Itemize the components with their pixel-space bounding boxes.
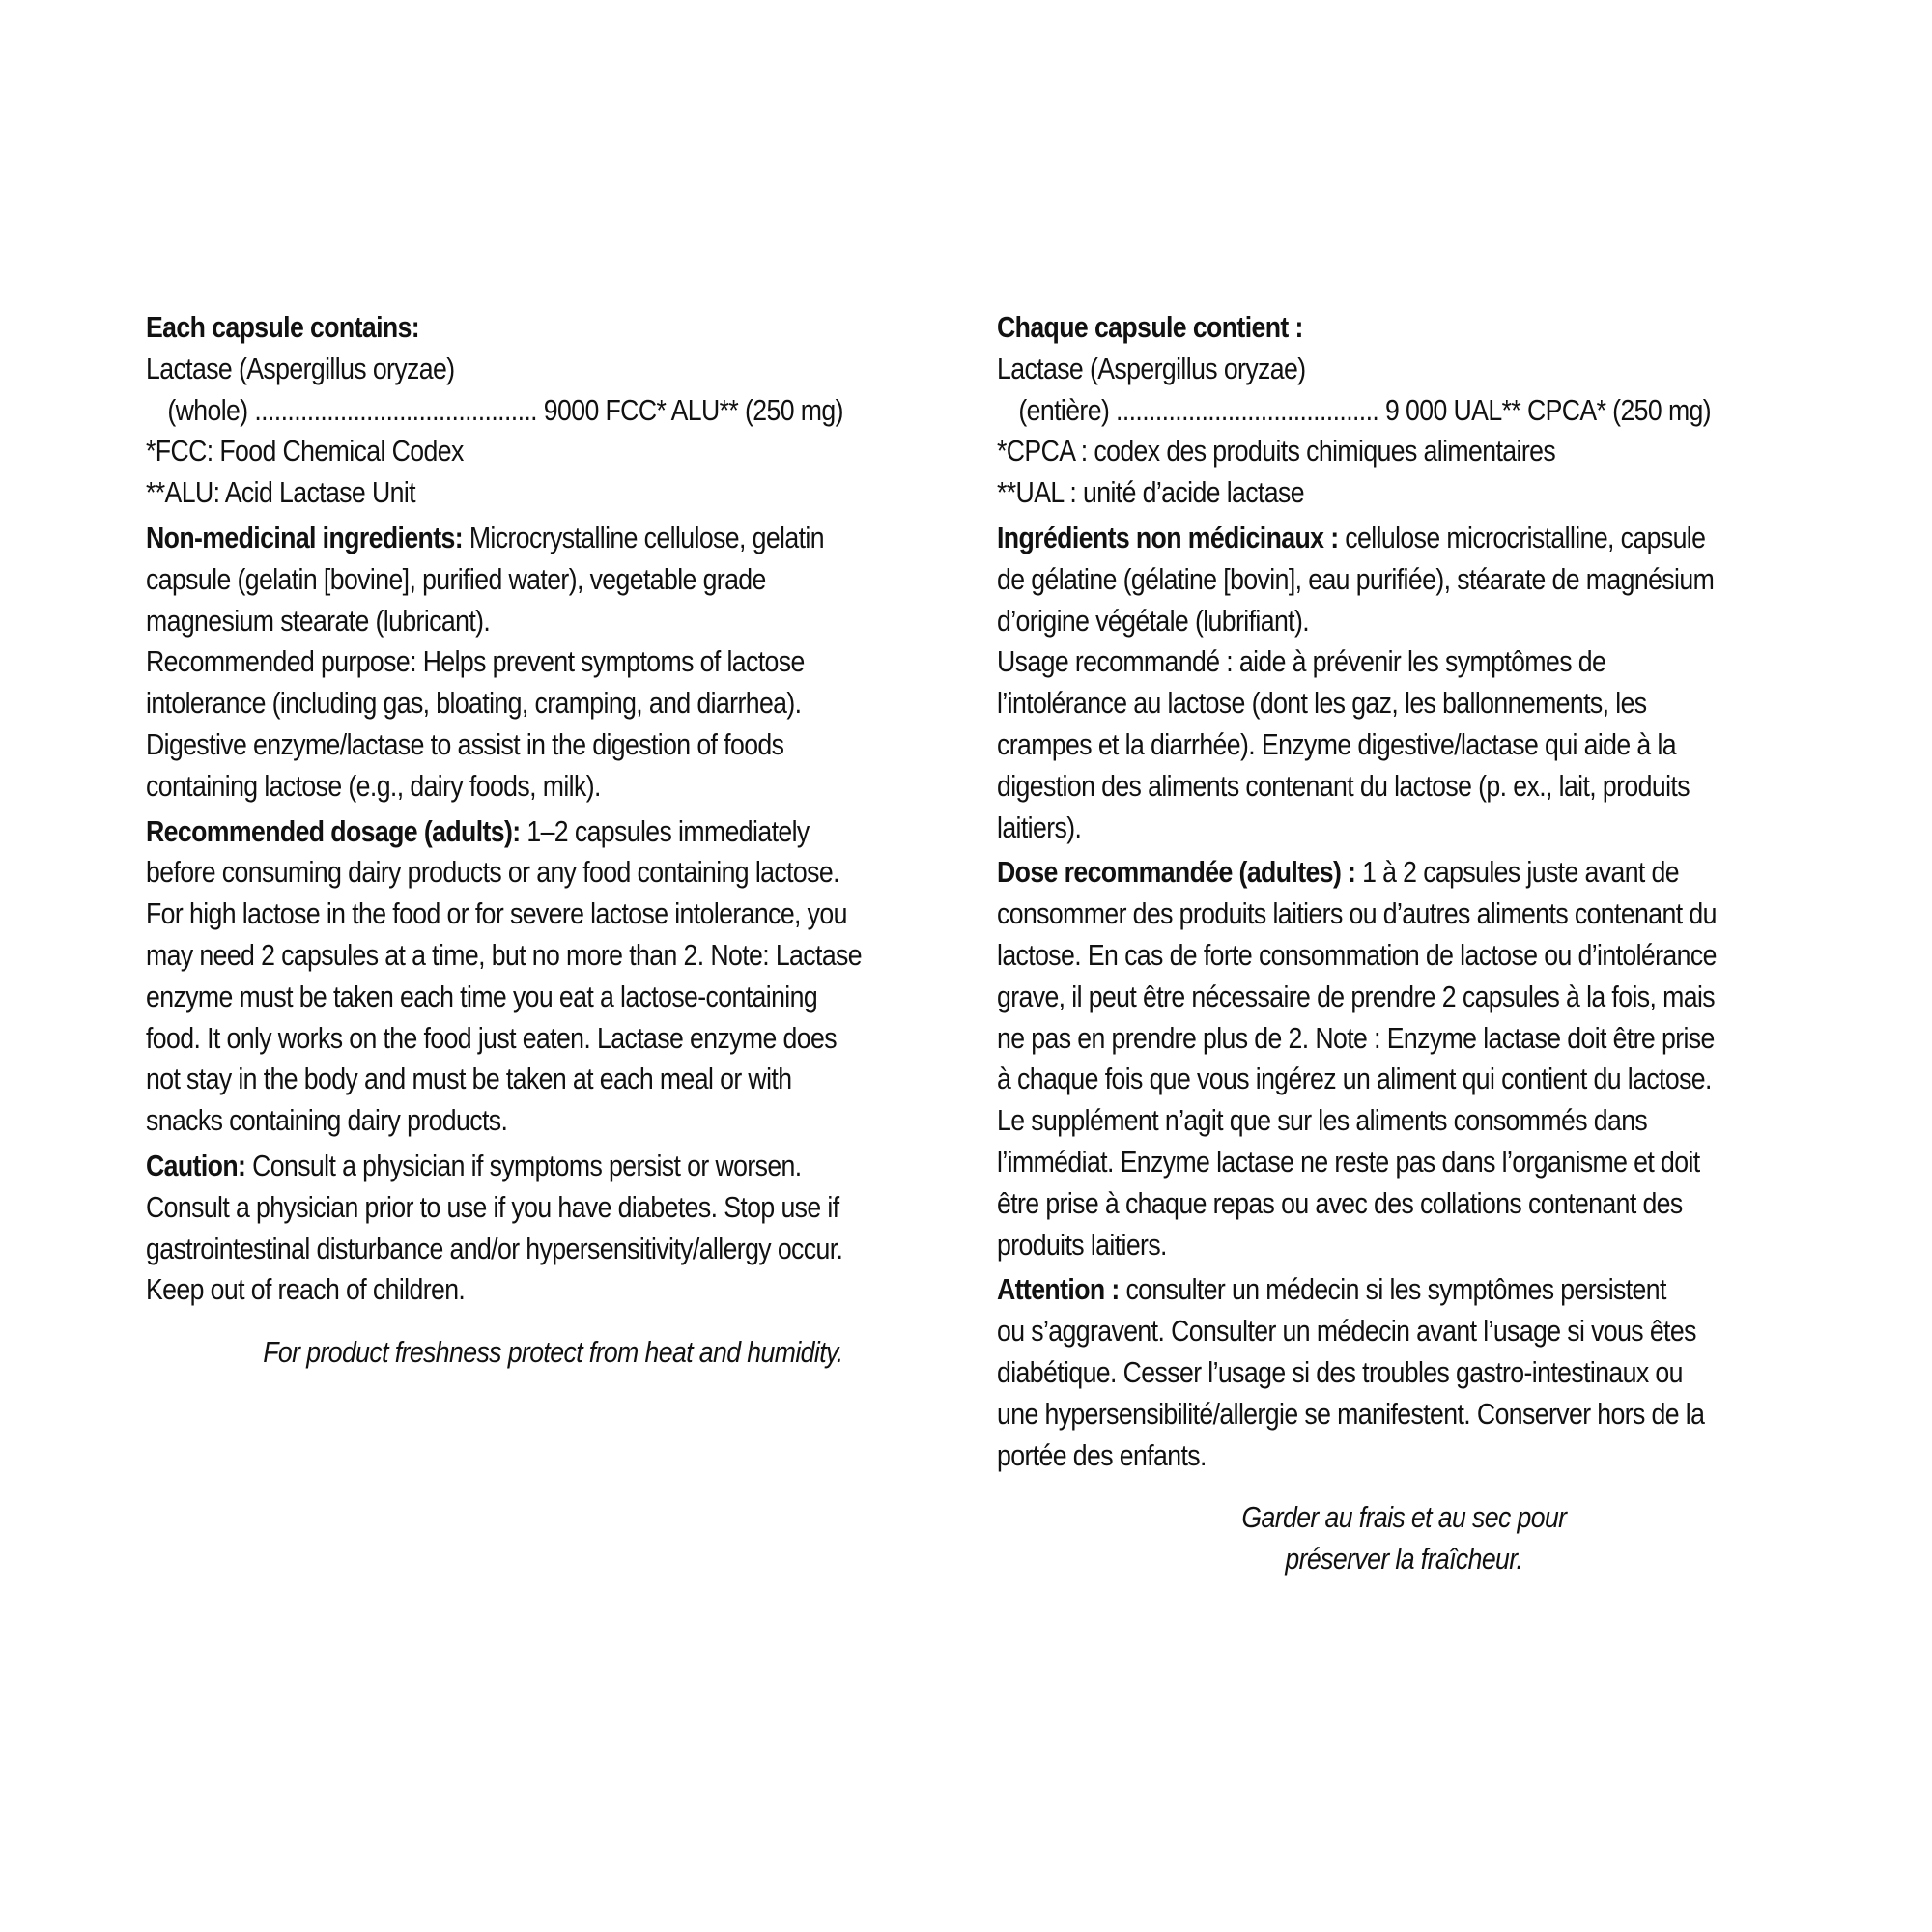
caution-line: portée des enfants. [997, 1437, 1207, 1472]
dosage-line: être prise à chaque repas ou avec des collations contenant des [997, 1185, 1683, 1220]
dosage-line: may need 2 capsules at a time, but no more than 2. Note: Lactase [146, 937, 862, 972]
contains-heading: Each capsule contains: [146, 310, 420, 344]
caution-line: gastrointestinal disturbance and/or hypersensitivity/allergy occur. [146, 1231, 843, 1265]
alu-note: **UAL : unité d’acide lactase [997, 475, 1304, 510]
freshness-line: Garder au frais et au sec pour [1241, 1500, 1567, 1535]
dosage-line: enzyme must be taken each time you eat a lactose-containing [146, 979, 818, 1013]
dosage-text: 1 à 2 capsules juste avant de [1355, 855, 1679, 890]
nonmedicinal-line: magnesium stearate (lubricant). [146, 603, 491, 638]
purpose-line: containing lactose (e.g., dairy foods, milk). [146, 768, 601, 803]
dosage-text: 1–2 capsules immediately [520, 813, 810, 848]
purpose-section [146, 641, 960, 807]
nonmedicinal-line: capsule (gelatin [bovine], purified water), vegetable grade [146, 561, 766, 596]
dosage-line: ne pas en prendre plus de 2. Note : Enzyme lactase doit être prise [997, 1020, 1715, 1055]
purpose-line: intolerance (including gas, bloating, cramping, and diarrhea). [146, 686, 802, 721]
nonmedicinal-line: de gélatine (gélatine [bovin], eau purifiée), stéarate de magnésium [997, 561, 1715, 596]
dosage-line: produits laitiers. [997, 1227, 1167, 1262]
purpose-line: Digestive enzyme/lactase to assist in the digestion of foods [146, 726, 784, 761]
caution-text: consulter un médecin si les symptômes persistent [1119, 1272, 1666, 1307]
dosage-line: For high lactose in the food or for severe lactose intolerance, you [146, 896, 847, 931]
nonmedicinal-line: d’origine végétale (lubrifiant). [997, 603, 1310, 638]
contains-ingredient: Lactase (Aspergillus oryzae) [997, 351, 1306, 385]
freshness-note [146, 1332, 960, 1374]
caution-line: ou s’aggravent. Consulter un médecin avant l’usage si vous êtes [997, 1314, 1696, 1349]
purpose-line: Recommended purpose: Helps prevent symptoms of lactose [146, 644, 805, 679]
caution-line: diabétique. Cesser l’usage si des troubles gastro-intestinaux ou [997, 1354, 1683, 1389]
purpose-section [997, 641, 1811, 848]
nonmedicinal-label: Ingrédients non médicinaux : [997, 520, 1339, 554]
caution-line [146, 1146, 960, 1187]
dosage-line: before consuming dairy products or any food containing lactose. [146, 855, 839, 890]
dosage-line: consommer des produits laitiers ou d’autres aliments contenant du [997, 896, 1717, 931]
freshness-note [997, 1497, 1811, 1580]
dosage-line: food. It only works on the food just eaten. Lactase enzyme does [146, 1020, 837, 1055]
dosage-line: l’immédiat. Enzyme lactase ne reste pas dans l’organisme et doit [997, 1144, 1700, 1179]
caution-line: Consult a physician prior to use if you have diabetes. Stop use if [146, 1189, 839, 1224]
purpose-line: Usage recommandé : aide à prévenir les symptômes de [997, 644, 1606, 679]
nonmedicinal-section [146, 518, 960, 641]
nonmedicinal-text: Microcrystalline cellulose, gelatin [463, 520, 824, 554]
contains-heading: Chaque capsule contient : [997, 310, 1303, 344]
dosage-line: à chaque fois que vous ingérez un aliment qui contient du lactose. [997, 1062, 1712, 1096]
dosage-line: Le supplément n’agit que sur les aliments consommés dans [997, 1103, 1648, 1138]
caution-label: Attention : [997, 1272, 1120, 1307]
dosage-line: grave, il peut être nécessaire de prendre 2 capsules à la fois, mais [997, 979, 1715, 1013]
contains-ingredient: Lactase (Aspergillus oryzae) [146, 351, 455, 385]
contains-amount: (entière) ........................................ 9 000 UAL** CPCA* (250 mg) [1018, 392, 1712, 427]
dosage-line: not stay in the body and must be taken at each meal or with [146, 1062, 792, 1096]
english-column [146, 307, 960, 1374]
dosage-line [146, 811, 960, 853]
dosage-line: snacks containing dairy products. [146, 1103, 508, 1138]
nonmedicinal-text: cellulose microcristalline, capsule [1338, 520, 1706, 554]
freshness-line: For product freshness protect from heat and humidity. [263, 1335, 843, 1370]
dosage-section [997, 852, 1811, 1265]
purpose-line: crampes et la diarrhée). Enzyme digestive/lactase qui aide à la [997, 726, 1677, 761]
purpose-line: l’intolérance au lactose (dont les gaz, les ballonnements, les [997, 686, 1647, 721]
caution-section [146, 1146, 960, 1311]
freshness-line: préserver la fraîcheur. [1285, 1542, 1523, 1577]
french-column [997, 307, 1811, 1580]
dosage-line [997, 852, 1811, 894]
dosage-label: Dose recommandée (adultes) : [997, 855, 1356, 890]
purpose-line: laitiers). [997, 810, 1082, 844]
fcc-note: *FCC: Food Chemical Codex [146, 434, 464, 469]
fcc-note: *CPCA : codex des produits chimiques alimentaires [997, 434, 1556, 469]
dosage-label: Recommended dosage (adults): [146, 813, 521, 848]
nonmedicinal-line [146, 518, 960, 559]
dosage-section [146, 811, 960, 1142]
caution-line [997, 1269, 1811, 1311]
caution-text: Consult a physician if symptoms persist or worsen. [245, 1148, 802, 1182]
caution-label: Caution: [146, 1148, 246, 1182]
purpose-line: digestion des aliments contenant du lactose (p. ex., lait, produits [997, 768, 1690, 803]
dosage-line: lactose. En cas de forte consommation de lactose ou d’intolérance [997, 937, 1717, 972]
caution-line: une hypersensibilité/allergie se manifestent. Conserver hors de la [997, 1396, 1705, 1431]
nonmedicinal-line [997, 518, 1811, 559]
contains-amount: (whole) ........................................... 9000 FCC* ALU** (250 mg) [167, 392, 843, 427]
alu-note: **ALU: Acid Lactase Unit [146, 475, 415, 510]
caution-section [997, 1269, 1811, 1476]
nonmedicinal-label: Non-medicinal ingredients: [146, 520, 464, 554]
caution-line: Keep out of reach of children. [146, 1272, 466, 1307]
nonmedicinal-section [997, 518, 1811, 641]
